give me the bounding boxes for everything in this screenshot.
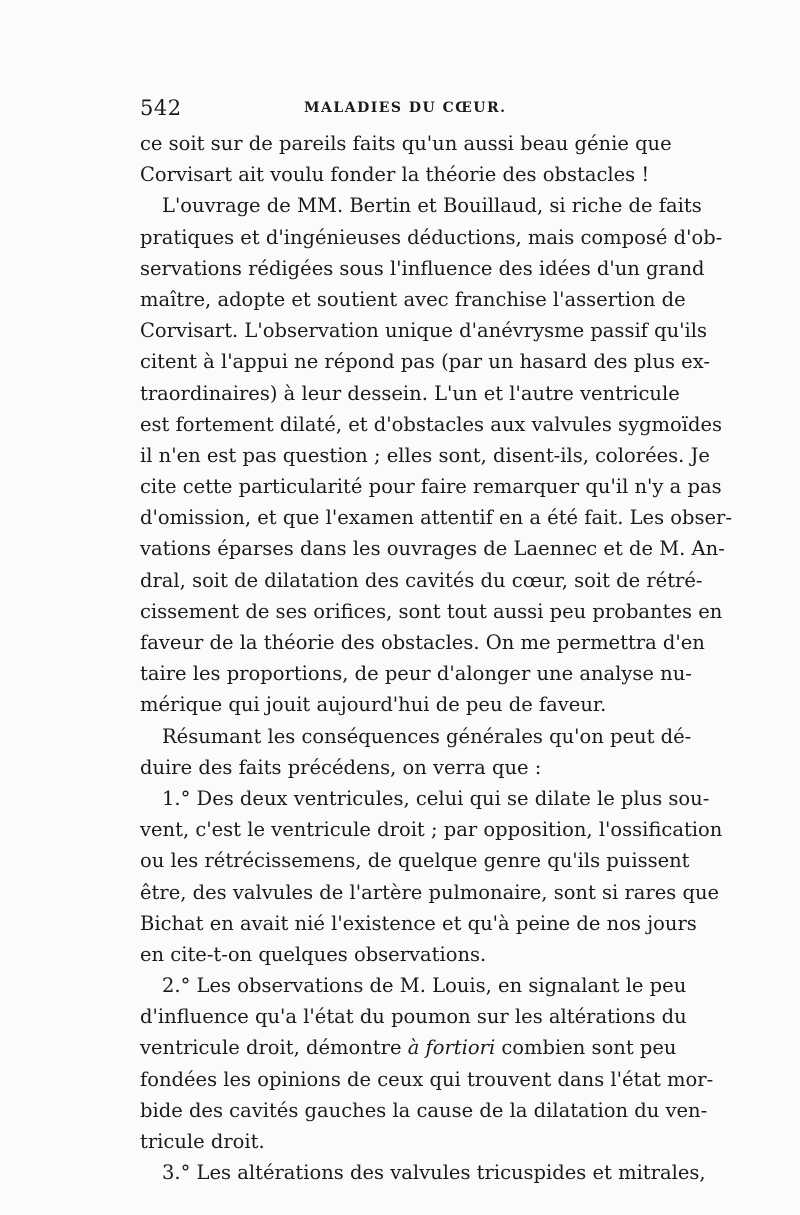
running-head: MALADIES DU CŒUR. bbox=[304, 100, 507, 116]
text-line: duire des faits précédens, on verra que : bbox=[140, 755, 542, 779]
text-segment: combien sont peu bbox=[501, 1036, 677, 1060]
text-line-with-italic bbox=[140, 1032, 677, 1063]
page-header bbox=[140, 96, 660, 124]
text-line: taire les proportions, de peur d'alonger une analyse nu- bbox=[140, 662, 692, 686]
text-line: fondées les opinions de ceux qui trouvent dans l'état mor- bbox=[140, 1067, 714, 1091]
body-text bbox=[140, 128, 732, 1188]
text-line: être, des valvules de l'artère pulmonaire, sont si rares que bbox=[140, 880, 720, 904]
text-line: vations éparses dans les ouvrages de Laennec et de M. An- bbox=[140, 537, 725, 561]
numbered-point-3: 3.° Les altérations des valvules tricuspides et mitrales, bbox=[162, 1161, 706, 1185]
text-line: dral, soit de dilatation des cavités du cœur, soit de rétré- bbox=[140, 568, 703, 592]
text-segment: ventricule droit, démontre bbox=[140, 1036, 402, 1060]
text-line: tricule droit. bbox=[140, 1130, 265, 1153]
text-line: servations rédigées sous l'influence des idées d'un grand bbox=[140, 256, 705, 280]
text-line: cissement de ses orifices, sont tout aussi peu probantes en bbox=[140, 599, 723, 623]
page-number: 542 bbox=[140, 96, 182, 120]
text-line: Corvisart. L'observation unique d'anévrysme passif qu'ils bbox=[140, 319, 707, 343]
text-line: ou les rétrécissemens, de quelque genre qu'ils puissent bbox=[140, 849, 690, 873]
paragraph-start-line: L'ouvrage de MM. Bertin et Bouillaud, si riche de faits bbox=[162, 194, 702, 218]
text-line: d'influence qu'a l'état du poumon sur les altérations du bbox=[140, 1005, 687, 1029]
text-line: d'omission, et que l'examen attentif en a été fait. Les obser- bbox=[140, 506, 732, 530]
text-line: mérique qui jouit aujourd'hui de peu de faveur. bbox=[140, 693, 607, 717]
text-line: maître, adopte et soutient avec franchise l'assertion de bbox=[140, 287, 686, 311]
italic-phrase: à fortiori bbox=[407, 1036, 496, 1060]
text-line: vent, c'est le ventricule droit ; par opposition, l'ossification bbox=[140, 818, 723, 842]
paragraph-start-line: Résumant les conséquences générales qu'on peut dé- bbox=[162, 724, 692, 748]
text-line: cite cette particularité pour faire remarquer qu'il n'y a pas bbox=[140, 475, 722, 499]
text-line: ce soit sur de pareils faits qu'un aussi beau génie que bbox=[140, 132, 672, 155]
numbered-point-1: 1.° Des deux ventricules, celui qui se dilate le plus sou- bbox=[162, 786, 710, 810]
text-line: citent à l'appui ne répond pas (par un hasard des plus ex- bbox=[140, 350, 710, 374]
text-line: traordinaires) à leur dessein. L'un et l'autre ventricule bbox=[140, 381, 680, 405]
numbered-point-2: 2.° Les observations de M. Louis, en signalant le peu bbox=[162, 974, 687, 998]
text-line: il n'en est pas question ; elles sont, disent-ils, colorées. Je bbox=[140, 443, 710, 467]
text-line: Bichat en avait nié l'existence et qu'à peine de nos jours bbox=[140, 911, 697, 935]
text-line: faveur de la théorie des obstacles. On me permettra d'en bbox=[140, 631, 705, 654]
text-line: bide des cavités gauches la cause de la dilatation du ven- bbox=[140, 1098, 708, 1122]
text-line: est fortement dilaté, et d'obstacles aux valvules sygmoïdes bbox=[140, 412, 723, 436]
text-line: pratiques et d'ingénieuses déductions, mais composé d'ob- bbox=[140, 225, 723, 249]
text-line: Corvisart ait voulu fonder la théorie des obstacles ! bbox=[140, 163, 650, 187]
text-line: en cite-t-on quelques observations. bbox=[140, 942, 487, 966]
